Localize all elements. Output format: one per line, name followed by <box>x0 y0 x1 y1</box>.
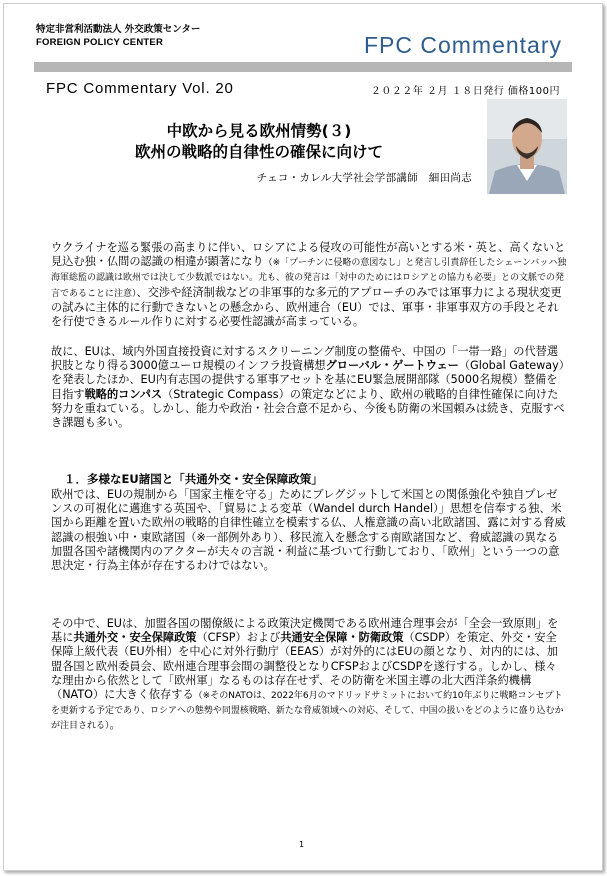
document-page <box>3 3 603 871</box>
paragraph-text: ウクライナを巡る緊張の高まりに伴い、ロシアによる侵攻の可能性が高いとする米・英と、高くないと見込む独・仏間の認識の相違が顕著になり <box>51 241 566 269</box>
paragraph-4 <box>51 617 567 734</box>
bold-term: 共通安全保障・防衛政策 <box>280 631 404 645</box>
article-title-line2: 欧州の戦略的自律性の確保に向けて <box>134 143 383 161</box>
volume-label: FPC Commentary Vol. 20 <box>46 80 234 97</box>
section-heading: １．多様なEU諸国と「共通外交・安全保障政策」 <box>64 472 323 486</box>
bold-term: グローバル・ゲートウェー <box>325 359 459 373</box>
author-portrait-icon <box>487 99 567 194</box>
paragraph-text: （CSDP）を策定、外交・安全保障上級代表（EU外相）を中心に対外行動庁（EEAS）が対外的にはEUの顔となり、対内的には、加盟各国と欧州委員会、欧州連合理事会間の調整役となりCFSPおよびCSDPを遂行する。しかし、様々な理由から依然として「欧州軍」なるものは存在せず、その防衛を米国主導の北大西洋条約機構（NATO）に大きく依存する <box>51 631 558 702</box>
author-byline: チェコ・カレル大学社会学部講師 細田尚志 <box>256 172 472 184</box>
paragraph-2 <box>51 345 567 430</box>
organization-name <box>36 23 200 49</box>
paragraph-text: （Global Gateway）を発表したほか、EU内有志国の提供する軍事アセットを基にEU緊急展開部隊（5000名規模）整備を目指す <box>51 359 565 401</box>
paragraph-note: （※そのNATOは、2022年6月のマドリッドサミットにおいて約10年ぶりに戦略コンセプトを更新する予定であり、ロシアへの態勢や同盟核戦略、新たな脅威領域への対応、そして、中国の扱いをどのように盛り込むかが注目される） <box>51 691 564 732</box>
paragraph-note: （※「プーチンに侵略の意図なし」と発言し引責辞任したシェーンバッハ独海軍総監の認識は欧州では決して少数派ではない。尤も、彼の発言は「対中のためにはロシアとの協力も必要」との文脈での発言であることに注意） <box>51 258 567 299</box>
author-photo <box>487 99 567 194</box>
paragraph-text: （Strategic Compass）の策定などにより、欧州の戦略的自律性確保に向けた努力を重ねている。しかし、能力や政治・社会合意不足から、今後も防衛の米国頼みは続き、克服すべき課題も多い。 <box>51 387 565 430</box>
paragraph-text: その中で、EUは、加盟各国の閣僚級による政策決定機関である欧州連合理事会が「全会一致原則」を基に <box>51 617 559 645</box>
header-rule <box>34 62 572 72</box>
issue-date-price: ２０２２年 ２月 １８日発行 価格100円 <box>370 86 560 97</box>
org-name-en: FOREIGN POLICY CENTER <box>36 37 164 48</box>
bold-term: 戦略的コンパス <box>84 387 163 401</box>
paragraph-text: 故に、EUは、域内外国直接投資に対するスクリーニング制度の整備や、中国の「一帯一路」の代替選択肢となり得る3000億ユーロ規模のインフラ投資構想 <box>51 345 559 373</box>
series-title: FPC Commentary <box>363 32 562 58</box>
org-name-ja: 特定非営利活動法人 外交政策センター <box>36 24 201 35</box>
paragraph-3 <box>51 488 567 573</box>
paragraph-text: 、交渉や経済制裁などの非軍事的な多元的アプローチのみでは軍事力による現状変更の試みに主体的に行動できないとの懸念から、欧州連合（EU）では、軍事・非軍事双方の手段とそれを行使できるルール作りに対する必要性認識が高まっている。 <box>51 285 562 329</box>
page-number: 1 <box>299 840 305 849</box>
paragraph-text: （CFSP）および <box>196 631 281 645</box>
paragraph-text: 欧州では、EUの規制から「国家主権を守る」ためにブレグジットして米国との関係強化や独自プレゼンスの可視化に邁進する英国や、「貿易による変革（Wandel durch Handel）」思想を信奉する独、米国から距離を置いた欧州の戦略的自律性確立を模索する仏、人権意識の高い北欧諸国、露に対する脅威認識の根強い中・東欧諸国（※一部例外あり）、移民流入を懸念する南欧諸国など、脅威認識の異なる加盟各国や諸機関内のアクターが夫々の言説・利益に基づいて行動しており、「欧州」という一つの意思決定・行為主体が存在するわけではない。 <box>51 488 566 573</box>
bold-term: 共通外交・安全保障政策 <box>73 631 197 645</box>
article-title-line1: 中欧から見る欧州情勢(３) <box>166 122 352 140</box>
paragraph-1 <box>51 241 567 329</box>
paragraph-text: 。 <box>109 718 121 732</box>
